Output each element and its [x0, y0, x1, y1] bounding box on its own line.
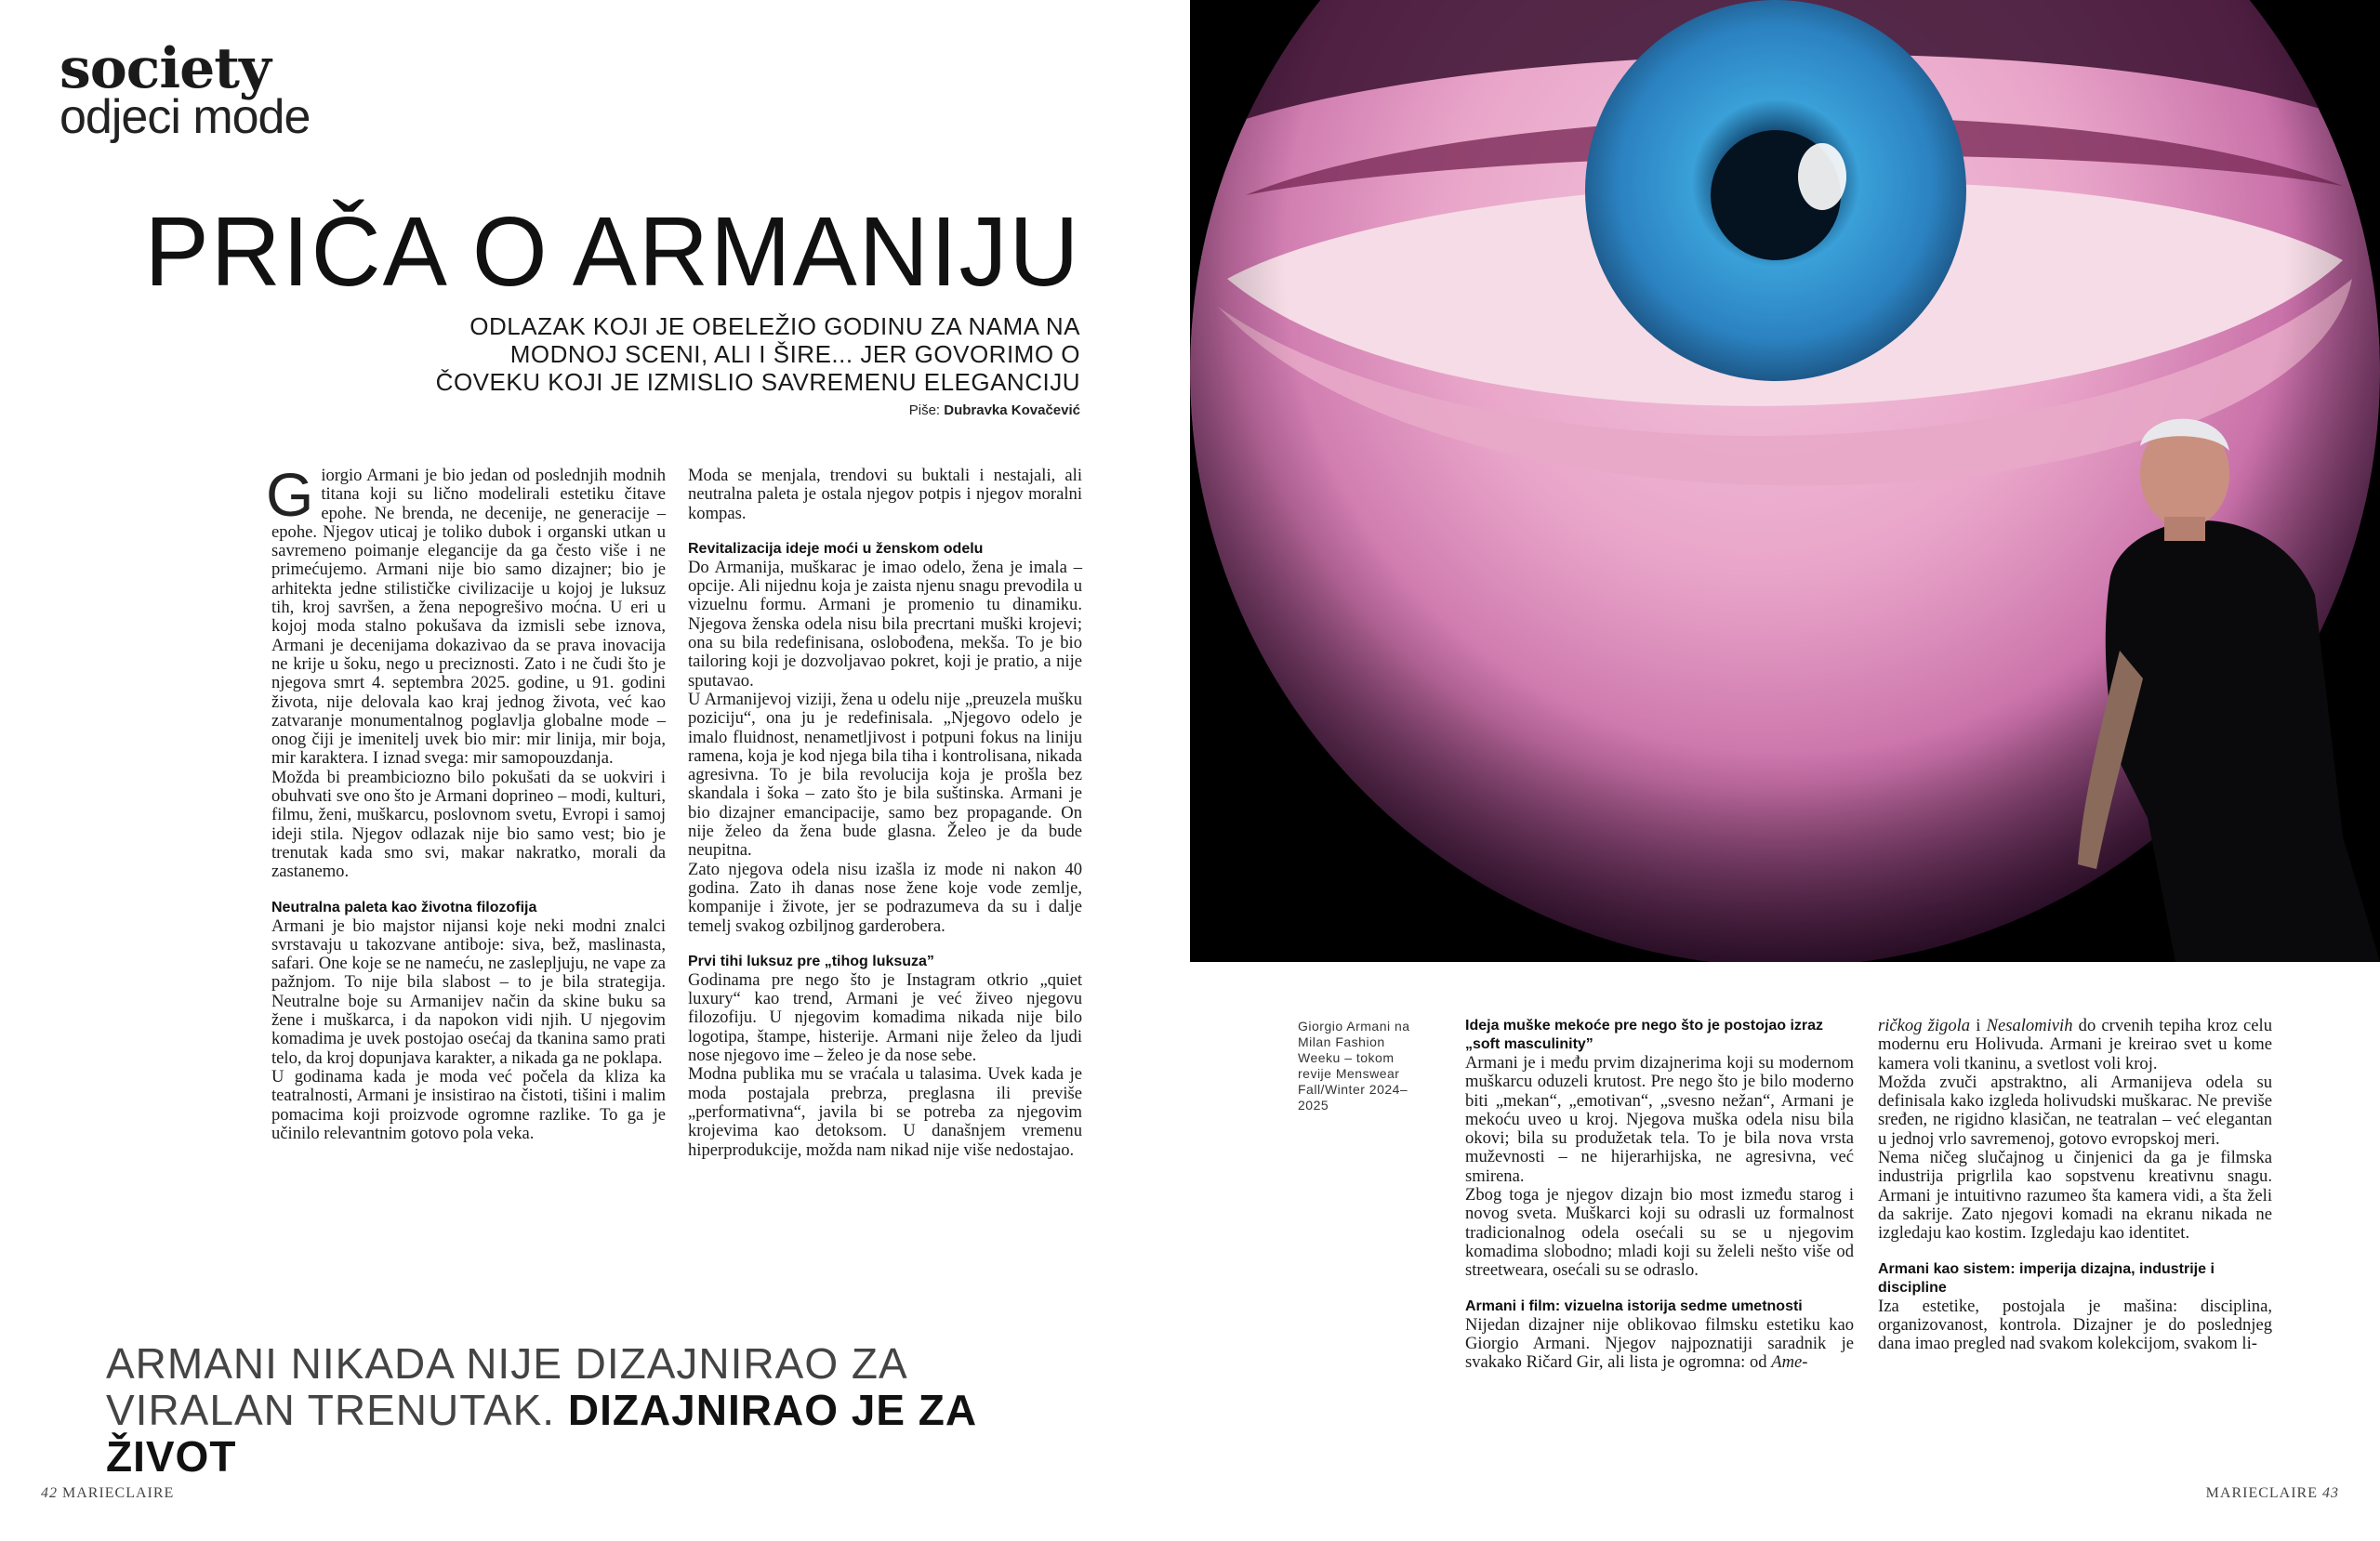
- paragraph: U godinama kada je moda već počela da kliza ka teatralnosti, Armani je insistirao na čistoti, tišini i malim pomacima koji proizvode ogromne razlike. To ga je učinilo relevantnim gotovo pola veka.: [271, 1066, 666, 1143]
- body-column-4: [1878, 1017, 2272, 1353]
- paragraph-text: Nijedan dizajner nije oblikovao filmsku estetiku kao Giorgio Armani. Njegov najpoznatiji saradnik je svakako Ričard Gir, ali lista je ogromna: od: [1465, 1314, 1854, 1373]
- pull-quote-bold: DIZAJNIRAO JE ZA ŽIVOT: [106, 1386, 976, 1481]
- body-column-1: [266, 460, 666, 1143]
- subheading: Armani i film: vizuelna istorija sedme umetnosti: [1465, 1297, 1803, 1314]
- deck-line: ODLAZAK KOJI JE OBELEŽIO GODINU ZA NAMA NA: [469, 312, 1080, 340]
- paragraph: [1465, 1316, 1854, 1373]
- paragraph: Armani je bio majstor nijansi koje neki modni znalci svrstavaju u takozvane antiboje: siva, bež, maslinasta, safari. One koje se ne nameću, ne zaslepljuju, ne vape za pažnjom. To nije bila slabost – to je bila strategija. Neutralne boje su Armanijev način da skine buku sa žene i muškarca, i da napokon vidi njih. U njegovim komadima je uvek postojao osećaj da tkanina samo prati telo, da kroj dopunjava karakter, a nikada ga ne poklapa.: [271, 915, 666, 1068]
- film-title: Ame-: [1771, 1352, 1808, 1373]
- paragraph: Do Armanija, muškarac je imao odelo, žena je imala – opcije. Ali nijednu koja je zaista njenu snagu prevodila u vizuelnu formu. Armani je promenio tu dinamiku. Njegova ženska odela nisu bila precrtani muški krojevi; ona su bila redefinisana, oslobođena, mekša. To je bio tailoring koji je dozvoljavao pokret, koji je pratio, a nije sputavao.: [688, 557, 1082, 691]
- eye-projection-illustration: [1190, 0, 2380, 962]
- paragraph: [266, 460, 666, 769]
- section-label: society: [60, 36, 271, 101]
- paragraph: Nema ničeg slučajnog u činjenici da ga je filmska industrija prigrlila kao sopstvenu kreativnu snagu. Armani je intuitivno razumeo šta kamera vidi, a šta želi da sakrije. Zato njegovi komadi na ekranu nikada ne izgledaju kao kostim. Izgledaju kao identitet.: [1878, 1148, 2272, 1244]
- paragraph-text: do crvenih tepiha kroz celu modernu eru Holivuda. Armani je kreirao svet u kome kamera voli tkaninu, a svetlost voli kroj.: [1878, 1016, 2273, 1073]
- paragraph: Armani je i među prvim dizajnerima koji su modernom muškarcu oduzeli krutost. Pre nego što je bilo moderno biti „mekan“, „emotivan“, „svesno nežan“, Armani je mekoću uveo u kroj. Njegova muška odela nisu bila okovi; bila su produžetak tela. To je bila nova vrsta muževnosti – ne hijerarhijska, ne agresivna, već smirena.: [1465, 1053, 1854, 1186]
- paragraph-text: iorgio Armani je bio jedan od poslednjih modnih titana koji su lično modelirali estetiku čitave epohe. Ne brenda, ne decenije, ne generacije – epohe. Njegov uticaj je toliko dubok i organski utkan u savremeno poimanje elegancije da ga često više i ne primećujemo. Armani nije bio samo dizajner; bio je arhitekta jedne stilističke civilizacije u kojoj je luksuz tih, kroj savršen, a žena nepogrešivo moćna. U eri u kojoj moda stalno pokušava da izmisli sebe iznova, Armani je decenijama dokazivao da se prava inovacija ne krije u šoku, nego u preciznosti. Zato i ne čudi što je njegova smrt 4. septembra 2025. godine, u 91. godini života, nije delovala kao kraj jednog života, već kao zatvaranje monumentalnog poglavlja globalne mode – onog čiji je imenitelj uvek bio mir: mir linija, mir boja, mir karaktera. I iznad svega: mir samopouzdanja.: [271, 466, 666, 769]
- film-title: ričkog žigola: [1878, 1016, 1971, 1035]
- magazine-name: MARIECLAIRE: [2205, 1485, 2322, 1501]
- byline: [909, 402, 1080, 418]
- page-number: 43: [2322, 1485, 2339, 1501]
- paragraph: Iza estetike, postojala je mašina: disciplina, organizovanost, kontrola. Dizajner je do poslednjeg dana imao pregled nad svakom kolekcijom, svakom li-: [1878, 1296, 2272, 1354]
- subheading: Revitalizacija ideje moći u ženskom odelu: [688, 540, 984, 557]
- deck-line: ČOVEKU KOJI JE IZMISLIO SAVREMENU ELEGANCIJU: [435, 368, 1080, 396]
- paragraph: Zato njegova odela nisu izašla iz mode ni nakon 40 godina. Zato ih danas nose žene koje vode zemlje, kompanije i živote, jer se podrazumeva da su i dalje temelj svakog ozbiljnog garderobera.: [688, 859, 1082, 936]
- paragraph: Moda se menjala, trendovi su buktali i nestajali, ali neutralna paleta je ostala njegov potpis i njegov moralni kompas.: [688, 466, 1082, 523]
- byline-prefix: Piše:: [908, 402, 945, 418]
- section-sublabel: odjeci mode: [60, 90, 311, 144]
- paragraph: Godinama pre nego što je Instagram otkrio „quiet luxury“ kao trend, Armani je već živeo njegovu filozofiju. U njegovim komadima nikada nije bilo logotipa, štampe, histerije. Armani nije želeo da ljudi nose njegovo ime – želeo je da nose sebe.: [688, 969, 1082, 1066]
- paragraph: [1878, 1017, 2272, 1073]
- paragraph: Modna publika mu se vraćala u talasima. Uvek kada je moda postajala prebrza, preglasna ili previše „performativna“, javila bi se potreba za njegovim krojevima kao detoksom. U današnjem vremenu hiperprodukcije, možda nam nikad nije više nedostajao.: [688, 1064, 1082, 1160]
- film-title: Nesalomivih: [1986, 1016, 2073, 1035]
- deck-line: MODNOJ SCENI, ALI I ŠIRE... JER GOVORIMO O: [509, 340, 1080, 368]
- article-deck: [411, 312, 1080, 396]
- paragraph: Zbog toga je njegov dizajn bio most između starog i novog sveta. Muškarci koji su odrasli uz formalnost tradicionalnog odela osećali su se u njegovim komadima slobodno; mladi koji su želeli nešto više od streetweara, osećali su se odraslo.: [1465, 1185, 1854, 1281]
- article-title: PRIČA O ARMANIJU: [144, 197, 1080, 307]
- subheading: Armani kao sistem: imperija dizajna, industrije i discipline: [1878, 1260, 2215, 1296]
- photo-caption: Giorgio Armani na Milan Fashion Weeku – tokom revije Menswear Fall/Winter 2024–2025: [1298, 1019, 1410, 1113]
- subheading: Prvi tihi luksuz pre „tihog luksuza”: [688, 953, 934, 969]
- body-column-2: [688, 467, 1082, 1160]
- subheading: Ideja muške mekoće pre nego što je postojao izraz „soft masculinity”: [1465, 1018, 1824, 1052]
- drop-cap: G: [266, 460, 314, 529]
- paragraph: Možda bi preambiciozno bilo pokušati da se uokviri i obuhvati sve ono što je Armani doprineo – modi, kulturi, filmu, ženi, muškarcu, poslovnom svetu, Evropi i samoj ideji stila. Njegov odlazak nije bio samo vest; bio je trenutak kada smo svi, makar nakratko, morali da zastanemo.: [271, 767, 666, 882]
- subheading: Neutralna paleta kao životna filozofija: [271, 899, 537, 915]
- byline-author: Dubravka Kovačević: [944, 402, 1080, 418]
- paragraph-text: i: [1970, 1016, 1987, 1035]
- magazine-name: MARIECLAIRE: [58, 1485, 175, 1501]
- folio-right: [2206, 1485, 2339, 1502]
- pull-quote: [106, 1340, 1036, 1480]
- paragraph: Možda zvuči apstraktno, ali Armanijeva odela su definisala kako izgleda holivudski muškarac. Ne previše sređen, ne rigidno klasičan, ne teatralan – već elegantan u jednoj vrlo savremenoj, gotovo evropskoj meri.: [1878, 1072, 2272, 1149]
- page-number: 42: [41, 1485, 58, 1501]
- hero-photo: [1190, 0, 2380, 962]
- body-column-3: [1465, 1017, 1854, 1372]
- paragraph: U Armanijevoj viziji, žena u odelu nije „preuzela mušku poziciju“, ona ju je redefinisala. „Njegovo odelo je imalo fluidnost, nenametljivost i potpuni fokus na liniju ramena, koja je kod njega bila tiha i kontrolisana, nikada agresivna. To je bila revolucija koja je prošla bez skandala i šoka – zato što je bila suštinska. Armani je bio dizajner emancipacije, samo bez propagande. On nije želeo da žena bude glasna. Želeo je da bude neupitna.: [688, 689, 1082, 861]
- folio-left: [41, 1485, 174, 1502]
- pull-quote-light: ARMANI NIKADA NIJE DIZAJNIRAO ZA VIRALAN TRENUTAK.: [106, 1339, 906, 1434]
